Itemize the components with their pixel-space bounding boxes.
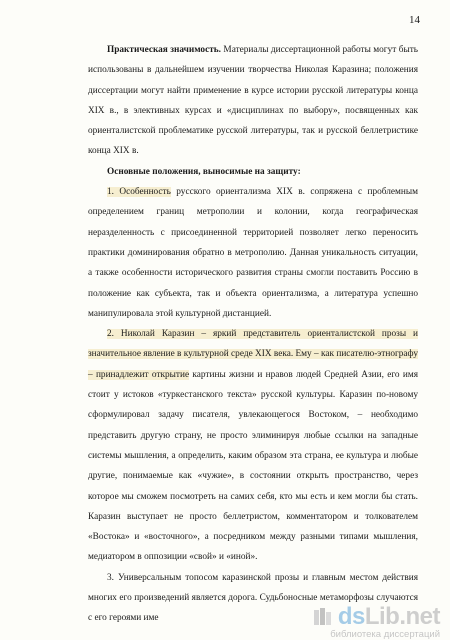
books-icon: [312, 606, 334, 628]
paragraph-point-2: [88, 324, 418, 568]
highlighted-text: 1. Особенность: [107, 187, 171, 198]
heading-text: Основные положения, выносимые на защиту:: [107, 166, 301, 177]
paragraph-point-1: [88, 182, 418, 324]
watermark-subtitle: библиотека диссертаций: [330, 629, 440, 640]
watermark-logo: [338, 605, 440, 629]
highlighted-text: 2. Николай Каразин – яркий представитель ориенталистской прозы и значительное явление в культурной среде XIX века. Ему – как писателю-этнографу – принадлежит открытие: [88, 329, 418, 380]
paragraph-text: Материалы диссертационной работы могут быть использованы в дальнейшем изучении творчества Николая Каразина; положения диссертации могут найти применение в курсе истории русской литературы конца XIX в., в элективных курсах и «дисциплинах по выбору», посвященных как ориенталистской проблематике русской литературы, так и русской беллетристике конца XIX в.: [88, 45, 419, 157]
document-body: [88, 40, 418, 629]
logo-rest: Lib.net: [364, 603, 440, 630]
paragraph-text: русского ориентализма XIX в. сопряжена с проблемным определением границ метрополии и колонии, когда географическая неразделенность с присоединенной территорией позволяет легко переносить практики доминирования обратно в метрополию. Данная уникальность ситуации, а также особенности исторического развития страны смогли поставить Россию в положение как субъекта, так и объекта ориентализма, а литература успешно манипулировала этой культурной дистанцией.: [88, 187, 419, 319]
paragraph-text: 3. Универсальным топосом каразинской прозы и главным местом действия многих его произведений является дорога. Судьбоносные метаморфозы случаются с его героями име: [88, 572, 418, 624]
page-number: 14: [409, 14, 420, 26]
logo-ds: ds: [337, 603, 365, 630]
section-heading: [88, 162, 418, 182]
paragraph-practical-significance: [88, 40, 418, 162]
paragraph-lead: Практическая значимость.: [107, 45, 222, 55]
dslib-watermark: [312, 603, 440, 640]
paragraph-text: картины жизни и нравов людей Средней Азии, его имя стоит у истоков «туркестанского текста» русской культуры. Каразин по-новому сформулировал задачу писателя, увлекающегося Востоком, – необходимо представить другую страну, не просто элиминируя любые ссылки на западные системы мышления, а определить, каким образом эта страна, ее культура и любые другие, понимаемые как «чужие», в состоянии открыть пространство, через которое мы сможем посмотреть на самих себя, кто мы есть и кем могли бы стать. Каразин выступает не просто беллетристом, комментатором и толкователем «Востока» и «восточного», а посредником между разными типами мышления, медиатором в оппозиции «свой» и «иной».: [88, 369, 419, 563]
